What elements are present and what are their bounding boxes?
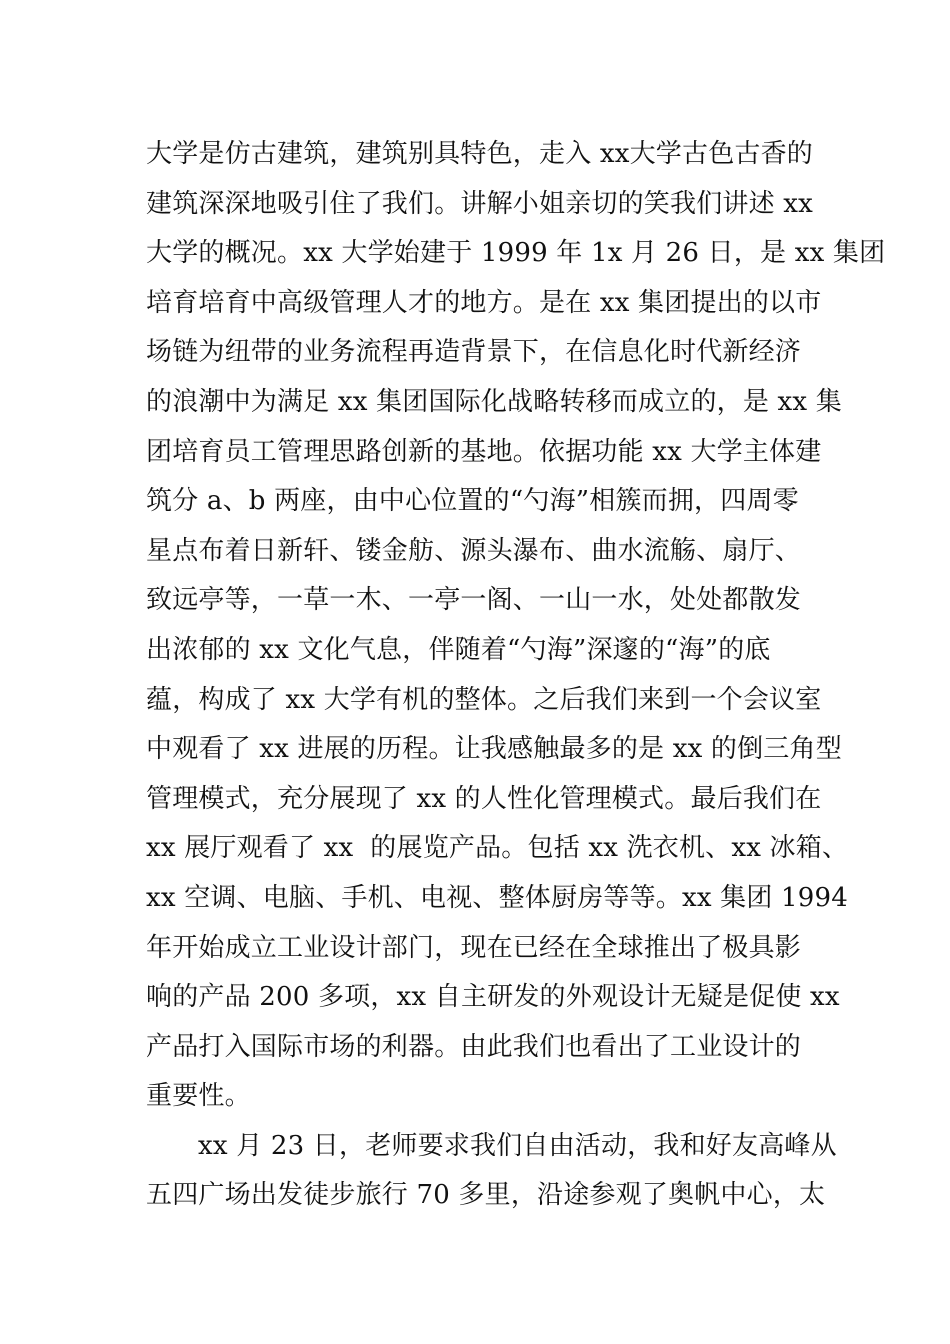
text-line: xx 展厅观看了 xx 的展览产品。包括 xx 洗衣机、xx 冰箱、 xyxy=(146,833,849,864)
text-line: 团培育员工管理思路创新的基地。依据功能 xx 大学主体建 xyxy=(146,436,822,467)
text-line: 管理模式，充分展现了 xx 的人性化管理模式。最后我们在 xyxy=(146,783,822,814)
text-line: 重要性。 xyxy=(146,1081,251,1112)
text-line: 筑分 a、b 两座，由中心位置的“勺海”相簇而拥，四周零 xyxy=(146,486,799,517)
text-line: xx 空调、电脑、手机、电视、整体厨房等等。xx 集团 1994 xyxy=(146,882,849,913)
body-text xyxy=(146,130,886,1221)
text-line: 蕴，构成了 xx 大学有机的整体。之后我们来到一个会议室 xyxy=(146,684,822,715)
text-line: 培育培育中高级管理人才的地方。是在 xx 集团提出的以市 xyxy=(146,287,822,318)
text-line: 中观看了 xx 进展的历程。让我感触最多的是 xx 的倒三角型 xyxy=(146,734,842,765)
text-line: 响的产品 200 多项，xx 自主研发的外观设计无疑是促使 xx xyxy=(146,982,840,1013)
text-line: 的浪潮中为满足 xx 集团国际化战略转移而成立的，是 xx 集 xyxy=(146,386,842,417)
text-line: 年开始成立工业设计部门，现在已经在全球推出了极具影 xyxy=(146,932,802,963)
paragraph-first-line: xx 月 23 日，老师要求我们自由活动，我和好友高峰从 xyxy=(198,1130,837,1161)
text-line: 建筑深深地吸引住了我们。讲解小姐亲切的笑我们讲述 xx xyxy=(146,188,813,219)
text-line: 场链为纽带的业务流程再造背景下，在信息化时代新经济 xyxy=(146,337,802,368)
text-line: 五四广场出发徒步旅行 70 多里，沿途参观了奥帆中心，太 xyxy=(146,1180,826,1211)
text-line: 大学是仿古建筑，建筑别具特色，走入 xx大学古色古香的 xyxy=(146,139,813,169)
text-line: 致远亭等，一草一木、一亭一阁、一山一水，处处都散发 xyxy=(146,585,802,616)
text-line: 产品打入国际市场的利器。由此我们也看出了工业设计的 xyxy=(146,1031,802,1062)
text-line: 星点布着日新轩、镂金舫、源头瀑布、曲水流觞、扇厅、 xyxy=(146,535,802,566)
text-line: 大学的概况。xx 大学始建于 1999 年 1x 月 26 日，是 xx 集团 xyxy=(146,238,886,269)
text-line: 出浓郁的 xx 文化气息，伴随着“勺海”深邃的“海”的底 xyxy=(146,634,771,665)
